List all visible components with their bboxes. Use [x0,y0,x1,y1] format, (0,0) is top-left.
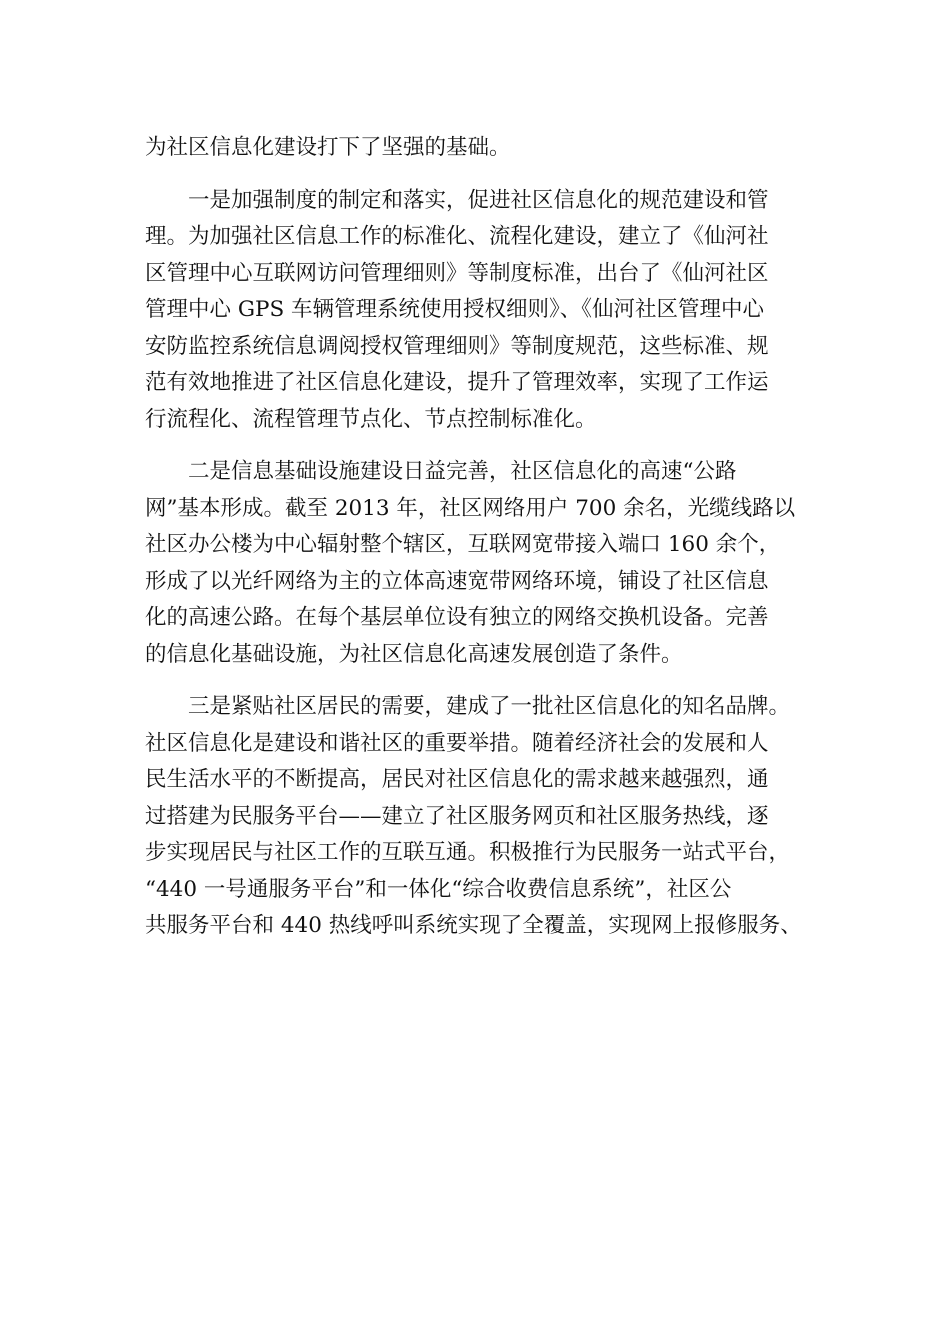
text-line: 社区信息化是建设和谐社区的重要举措。随着经济社会的发展和人 [145,730,769,756]
paragraph-gap [145,167,835,183]
text-line: 三是紧贴社区居民的需要，建成了一批社区信息化的知名品牌。 [188,694,791,719]
paragraph-brands [145,689,835,945]
text-line: 形成了以光纤网络为主的立体高速宽带网络环境，铺设了社区信息 [145,568,769,594]
text-line: 理。为加强社区信息工作的标准化、流程化建设，建立了《仙河社 [145,224,769,249]
text-line: 化的高速公路。在每个基层单位设有独立的网络交换机设备。完善 [145,605,769,630]
text-line: 区管理中心互联网访问管理细则》等制度标准，出台了《仙河社区 [145,260,769,286]
text-line: 安防监控系统信息调阅授权管理细则》等制度规范，这些标准、规 [145,333,769,359]
document-body [145,130,835,945]
text-line: 为社区信息化建设打下了坚强的基础。 [145,135,511,160]
text-line: 的信息化基础设施，为社区信息化高速发展创造了条件。 [145,641,683,667]
text-line: 一是加强制度的制定和落实，促进社区信息化的规范建设和管 [188,187,769,213]
text-line: 范有效地推进了社区信息化建设，提升了管理效率，实现了工作运 [145,370,769,395]
text-line: 网”基本形成。截至 2013 年，社区网络用户 700 余名，光缆线路以 [145,495,796,521]
text-line: 社区办公楼为中心辐射整个辖区，互联网宽带接入端口 160 余个， [145,532,781,557]
paragraph-continuation [145,130,835,167]
text-line: 民生活水平的不断提高，居民对社区信息化的需求越来越强烈，通 [145,767,769,792]
paragraph-gap [145,438,835,454]
text-line: 行流程化、流程管理节点化、节点控制标准化。 [145,406,597,432]
text-line: 步实现居民与社区工作的互联互通。积极推行为民服务一站式平台， [145,840,791,865]
paragraph-infrastructure [145,454,835,673]
text-line: 管理中心 GPS 车辆管理系统使用授权细则》、《仙河社区管理中心 [145,297,765,322]
text-line: 二是信息基础设施建设日益完善，社区信息化的高速“公路 [188,459,737,484]
text-line: 共服务平台和 440 热线呼叫系统实现了全覆盖，实现网上报修服务、 [145,913,802,938]
text-line: 过搭建为民服务平台——建立了社区服务网页和社区服务热线，逐 [145,803,769,829]
paragraph-gap [145,673,835,689]
paragraph-regulations [145,183,835,439]
text-line: “440 一号通服务平台”和一体化“综合收费信息系统”，社区公 [145,876,732,902]
